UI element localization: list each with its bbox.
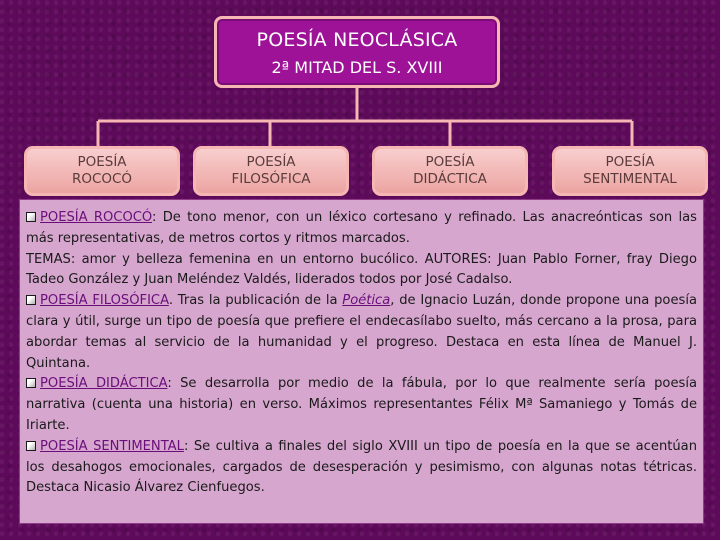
checkbox-bullet-icon bbox=[26, 212, 36, 222]
text-autores: : Juan Pablo Forner, fray Diego Tadeo González y Juan Meléndez Valdés, liderados todos por José Cadalso. bbox=[26, 251, 697, 288]
title-box bbox=[214, 16, 500, 88]
text-filosofica-before: . Tras la publicación de la bbox=[168, 293, 343, 309]
paragraph-sentimental bbox=[26, 437, 697, 499]
text-rococo: : De tono menor, con un léxico cortesano y refinado. Las anacreónticas son las más representativas, de metros cortos y ritmos marcados. bbox=[26, 210, 697, 246]
category-label-line2: SENTIMENTAL bbox=[583, 171, 677, 187]
checkbox-bullet-icon bbox=[26, 441, 36, 451]
category-label-line2: DIDÁCTICA bbox=[413, 171, 487, 187]
text-temas: : amor y belleza femenina en un entorno bucólico. bbox=[70, 251, 425, 267]
label-autores: AUTORES bbox=[424, 251, 488, 267]
category-label-line1: POESÍA bbox=[77, 154, 127, 170]
text-sentimental: : Se cultiva a finales del siglo XVIII un tipo de poesía en la que se acentúan los desahogos emocionales, cargados de desesperación y pesimismo, con algunas notas tétricas. Destaca Nicasio Álvarez Cienfuegos. bbox=[26, 438, 697, 496]
term-rococo: POESÍA ROCOCÓ bbox=[40, 210, 152, 225]
term-filosofica: POESÍA FILOSÓFICA bbox=[40, 293, 169, 309]
checkbox-bullet-icon bbox=[26, 378, 36, 388]
paragraph-filosofica bbox=[26, 291, 697, 374]
paragraph-didactica bbox=[26, 374, 697, 436]
description-panel bbox=[19, 199, 704, 524]
term-sentimental: POESÍA SENTIMENTAL bbox=[40, 438, 184, 454]
category-label-line2: ROCOCÓ bbox=[71, 171, 133, 187]
paragraph-temas bbox=[26, 250, 697, 292]
category-label-line1: POESÍA bbox=[605, 154, 655, 170]
checkbox-bullet-icon bbox=[26, 295, 36, 305]
category-box-filosofica bbox=[193, 146, 349, 196]
page-title: POESÍA NEOCLÁSICA bbox=[256, 29, 458, 51]
category-label-line1: POESÍA bbox=[246, 154, 296, 170]
category-label-line2: FILOSÓFICA bbox=[231, 171, 311, 187]
text-didactica: : Se desarrolla por medio de la fábula, por lo que realmente sería poesía narrativa (cuenta una historia) en verso. Máximos representantes Félix Mª Samaniego y Tomás de Iriarte. bbox=[26, 376, 697, 433]
term-didactica: POESÍA DIDÁCTICA bbox=[40, 376, 168, 392]
category-box-didactica bbox=[372, 146, 528, 196]
category-label-line1: POESÍA bbox=[425, 154, 475, 170]
paragraph-rococo bbox=[26, 208, 697, 250]
category-box-sentimental bbox=[552, 146, 708, 196]
label-temas: TEMAS bbox=[26, 251, 71, 267]
work-title: Poética bbox=[342, 293, 391, 309]
text-filosofica-after: , de Ignacio Luzán, donde propone una poesía clara y útil, surge un tipo de poesía que prefiere el endecasílabo suelto, más cercano a la prosa, para abordar temas al servicio de la humanidad y el progreso. Destaca en esta línea de Manuel J. Quintana. bbox=[26, 293, 697, 371]
category-box-rococo bbox=[24, 146, 180, 196]
tree-connectors bbox=[98, 88, 632, 146]
page-subtitle: 2ª MITAD DEL S. XVIII bbox=[271, 58, 443, 77]
